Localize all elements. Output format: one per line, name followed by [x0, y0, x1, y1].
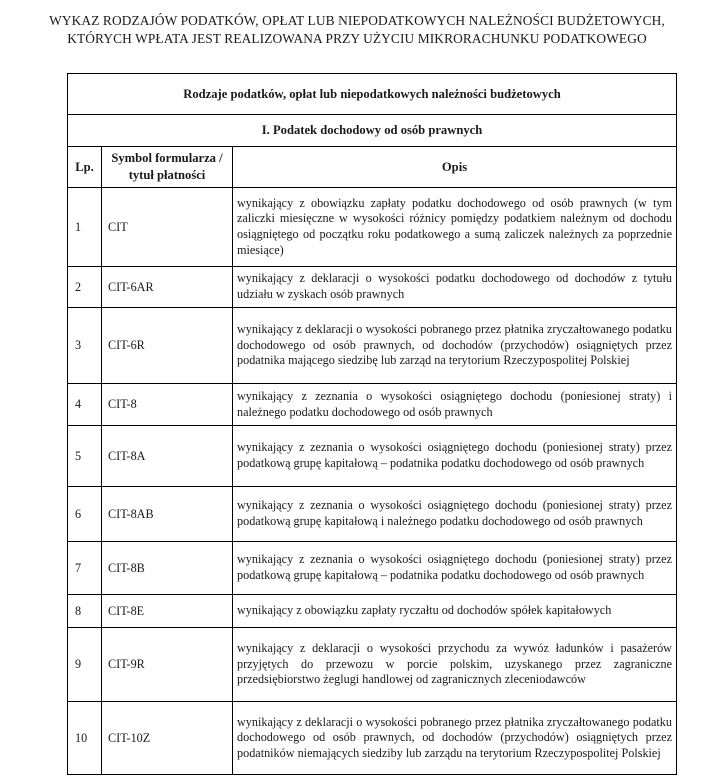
document-title [0, 12, 714, 48]
tax-types-table [67, 73, 677, 775]
column-header-row [68, 147, 677, 188]
row-lp: 4 [68, 384, 102, 426]
row-description: wynikający z obowiązku zapłaty podatku dochodowego od osób prawnych (w tym zaliczki miesięczne w wysokości różnicy pomiędzy podatkiem należnym od dochodu osiągniętego od początku roku podatkowego a sumą zaliczek należnych za poprzednie miesiące) [233, 188, 677, 267]
row-description: wynikający z obowiązku zapłaty ryczałtu od dochodów spółek kapitałowych [233, 595, 677, 628]
row-lp: 6 [68, 487, 102, 542]
section-header: I. Podatek dochodowy od osób prawnych [68, 115, 677, 147]
row-description: wynikający z zeznania o wysokości osiągniętego dochodu (poniesionej straty) przez podatkową grupę kapitałową – podatnika podatku dochodowego od osób prawnych [233, 426, 677, 487]
table-row [68, 628, 677, 702]
row-description: wynikający z zeznania o wysokości osiągniętego dochodu (poniesionej straty) przez podatkową grupę kapitałową – podatnika podatku dochodowego od osób prawnych [233, 542, 677, 595]
row-lp: 7 [68, 542, 102, 595]
main-header-row [68, 74, 677, 115]
document-title-line-1: WYKAZ RODZAJÓW PODATKÓW, OPŁAT LUB NIEPODATKOWYCH NALEŻNOŚCI BUDŻETOWYCH, [49, 13, 665, 28]
row-description: wynikający z deklaracji o wysokości podatku dochodowego od dochodów z tytułu udziału w zyskach osób prawnych [233, 267, 677, 308]
table-row [68, 487, 677, 542]
document-title-line-2: KTÓRYCH WPŁATA JEST REALIZOWANA PRZY UŻYCIU MIKRORACHUNKU PODATKOWEGO [67, 31, 647, 46]
row-description: wynikający z deklaracji o wysokości pobranego przez płatnika zryczałtowanego podatku dochodowego od osób prawnych, od dochodów (przychodów) osiągniętych przez podatnika mającego siedzibę lub zarząd na terytorium Rzeczypospolitej Polskiej [233, 308, 677, 384]
row-symbol: CIT-8AB [102, 487, 233, 542]
row-lp: 5 [68, 426, 102, 487]
table-row [68, 542, 677, 595]
table-row [68, 308, 677, 384]
main-header: Rodzaje podatków, opłat lub niepodatkowych należności budżetowych [68, 74, 677, 115]
row-symbol: CIT-8A [102, 426, 233, 487]
row-symbol: CIT-6R [102, 308, 233, 384]
row-description: wynikający z zeznania o wysokości osiągniętego dochodu (poniesionej straty) i należnego podatku dochodowego od osób prawnych [233, 384, 677, 426]
section-header-row [68, 115, 677, 147]
column-header-lp: Lp. [68, 147, 102, 188]
row-description: wynikający z deklaracji o wysokości przychodu za wywóz ładunków i pasażerów przyjętych do przewozu w porcie polskim, uzyskanego przez zagraniczne przedsiębiorstwo żeglugi handlowej od zagranicznych zleceniodawców [233, 628, 677, 702]
table-row [68, 595, 677, 628]
row-symbol: CIT-9R [102, 628, 233, 702]
row-lp: 3 [68, 308, 102, 384]
table-row [68, 426, 677, 487]
row-symbol: CIT [102, 188, 233, 267]
table-row [68, 267, 677, 308]
row-lp: 9 [68, 628, 102, 702]
row-symbol: CIT-10Z [102, 702, 233, 775]
row-symbol: CIT-8 [102, 384, 233, 426]
row-lp: 10 [68, 702, 102, 775]
row-symbol: CIT-6AR [102, 267, 233, 308]
column-header-symbol-line-1: Symbol formularza / [111, 151, 223, 165]
table-row [68, 188, 677, 267]
table-row [68, 384, 677, 426]
row-symbol: CIT-8E [102, 595, 233, 628]
row-lp: 8 [68, 595, 102, 628]
column-header-opis: Opis [233, 147, 677, 188]
row-symbol: CIT-8B [102, 542, 233, 595]
column-header-symbol [102, 147, 233, 188]
table-row [68, 702, 677, 775]
row-description: wynikający z zeznania o wysokości osiągniętego dochodu (poniesionej straty) przez podatkową grupę kapitałową i należnego podatku dochodowego od osób prawnych [233, 487, 677, 542]
column-header-symbol-line-2: tytuł płatności [128, 168, 206, 182]
row-lp: 1 [68, 188, 102, 267]
row-description: wynikający z deklaracji o wysokości pobranego przez płatnika zryczałtowanego podatku dochodowego od osób prawnych, od dochodów (przychodów) osiągniętych przez podatników niemających siedziby lub zarządu na terytorium Rzeczypospolitej Polskiej [233, 702, 677, 775]
row-lp: 2 [68, 267, 102, 308]
